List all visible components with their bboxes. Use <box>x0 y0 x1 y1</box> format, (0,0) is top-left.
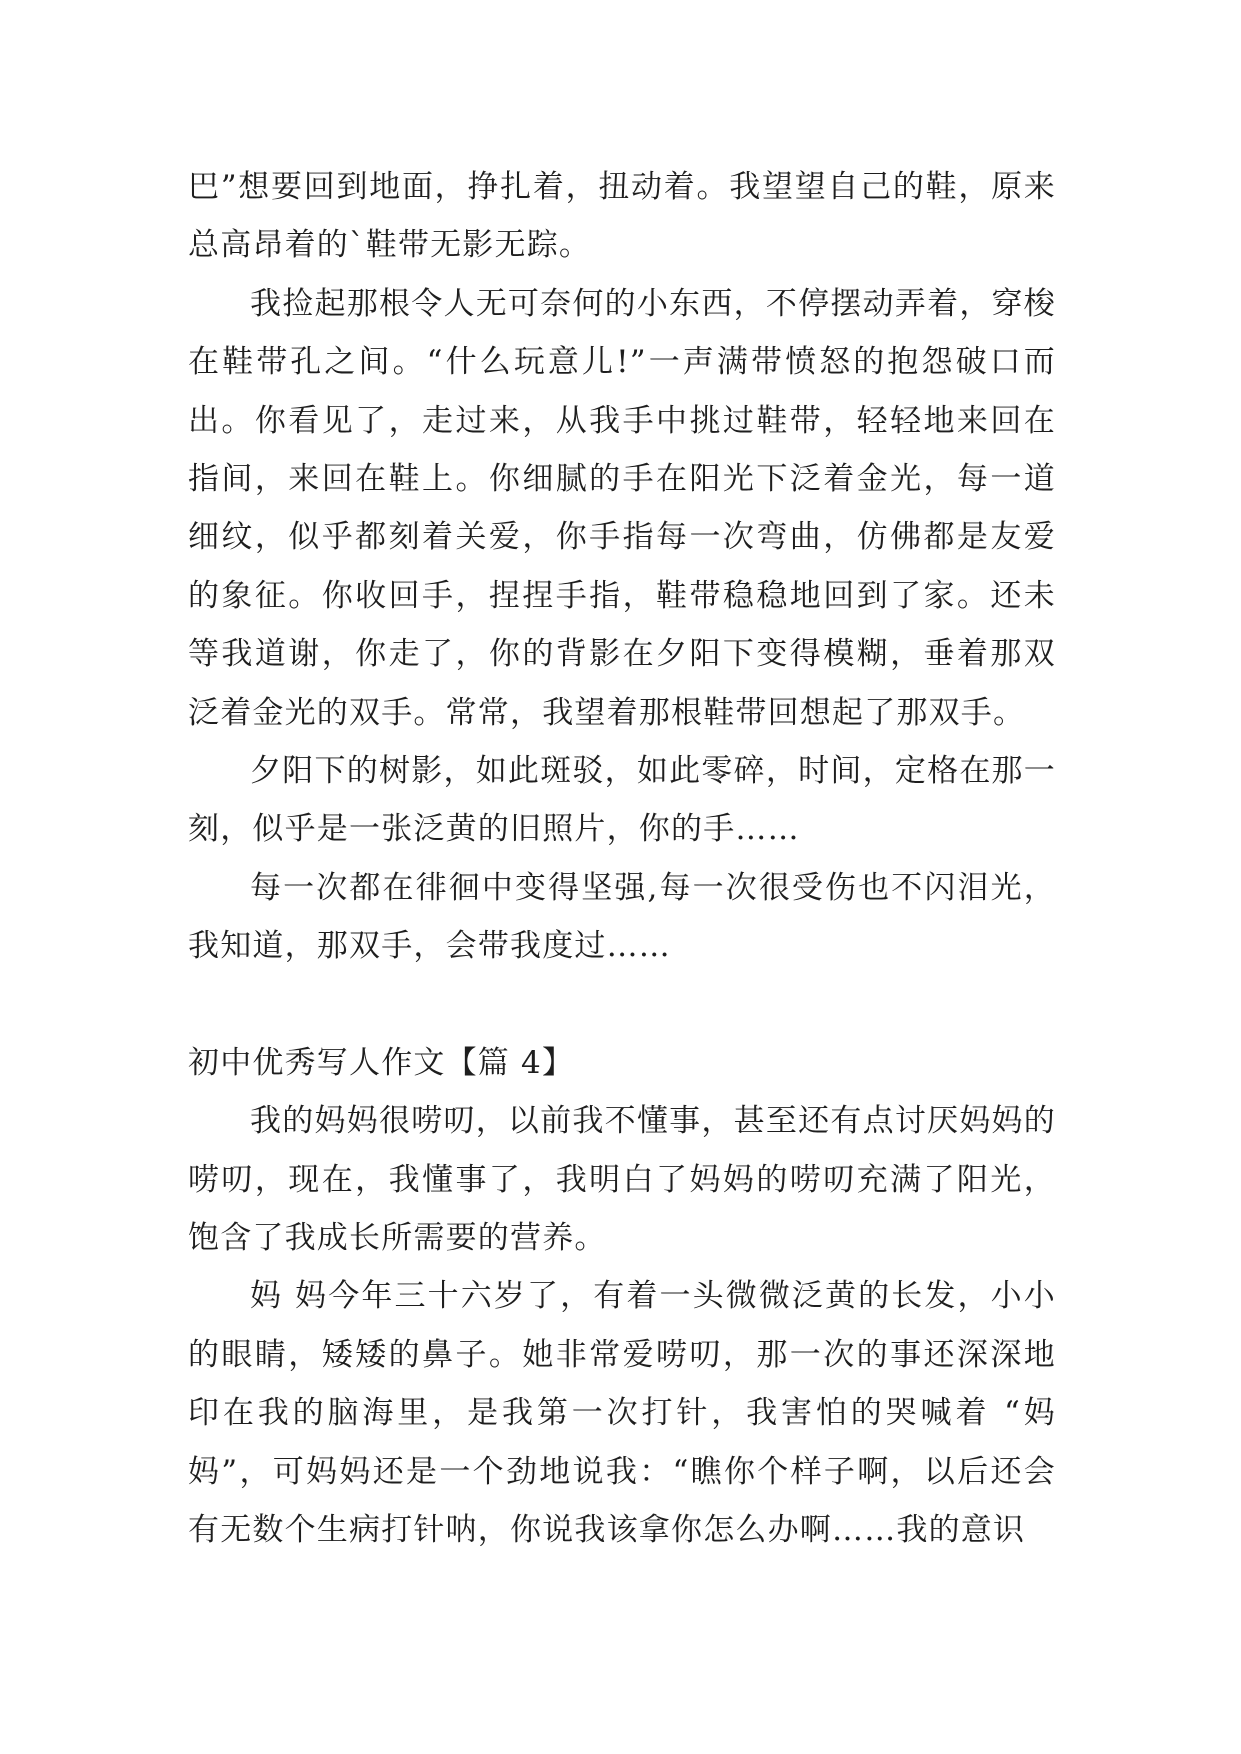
paragraph-6: 妈 妈今年三十六岁了，有着一头微微泛黄的长发，小小的眼睛，矮矮的鼻子。她非常爱唠叨，那一次的事还深深地印在我的脑海里，是我第一次打针，我害怕的哭喊着 “妈妈”，可妈妈还是一个劲地说我：“瞧你个样子啊，以后还会有无数个生病打针呐，你说我该拿你怎么办啊……我的意识 <box>188 1278 1056 1548</box>
section-heading: 初中优秀写人作文【篇 4】 <box>188 1044 575 1081</box>
document-body <box>188 158 1056 1559</box>
paragraph-2: 我捡起那根令人无可奈何的小东西，不停摆动弄着，穿梭在鞋带孔之间。“什么玩意儿!”一声满带愤怒的抱怨破口而出。你看见了，走过来，从我手中挑过鞋带，轻轻地来回在指间，来回在鞋上。你细腻的手在阳光下泛着金光，每一道细纹，似乎都刻着关爱，你手指每一次弯曲，仿佛都是友爱的象征。你收回手，捏捏手指，鞋带稳稳地回到了家。还未等我道谢，你走了，你的背影在夕阳下变得模糊，垂着那双泛着金光的双手。常常，我望着那根鞋带回想起了那双手。 <box>188 285 1056 731</box>
paragraph-1: 巴”想要回到地面，挣扎着，扭动着。我望望自己的鞋，原来总高昂着的`鞋带无影无踪。 <box>188 169 1056 264</box>
paragraph-4: 每一次都在徘徊中变得坚强,每一次很受伤也不闪泪光，我知道，那双手，会带我度过…… <box>188 869 1056 965</box>
paragraph-5: 我的妈妈很唠叨，以前我不懂事，甚至还有点讨厌妈妈的唠叨，现在，我懂事了，我明白了妈妈的唠叨充满了阳光，饱含了我成长所需要的营养。 <box>188 1103 1056 1256</box>
paragraph-3: 夕阳下的树影，如此斑驳，如此零碎，时间，定格在那一刻，似乎是一张泛黄的旧照片，你的手…… <box>188 753 1056 848</box>
